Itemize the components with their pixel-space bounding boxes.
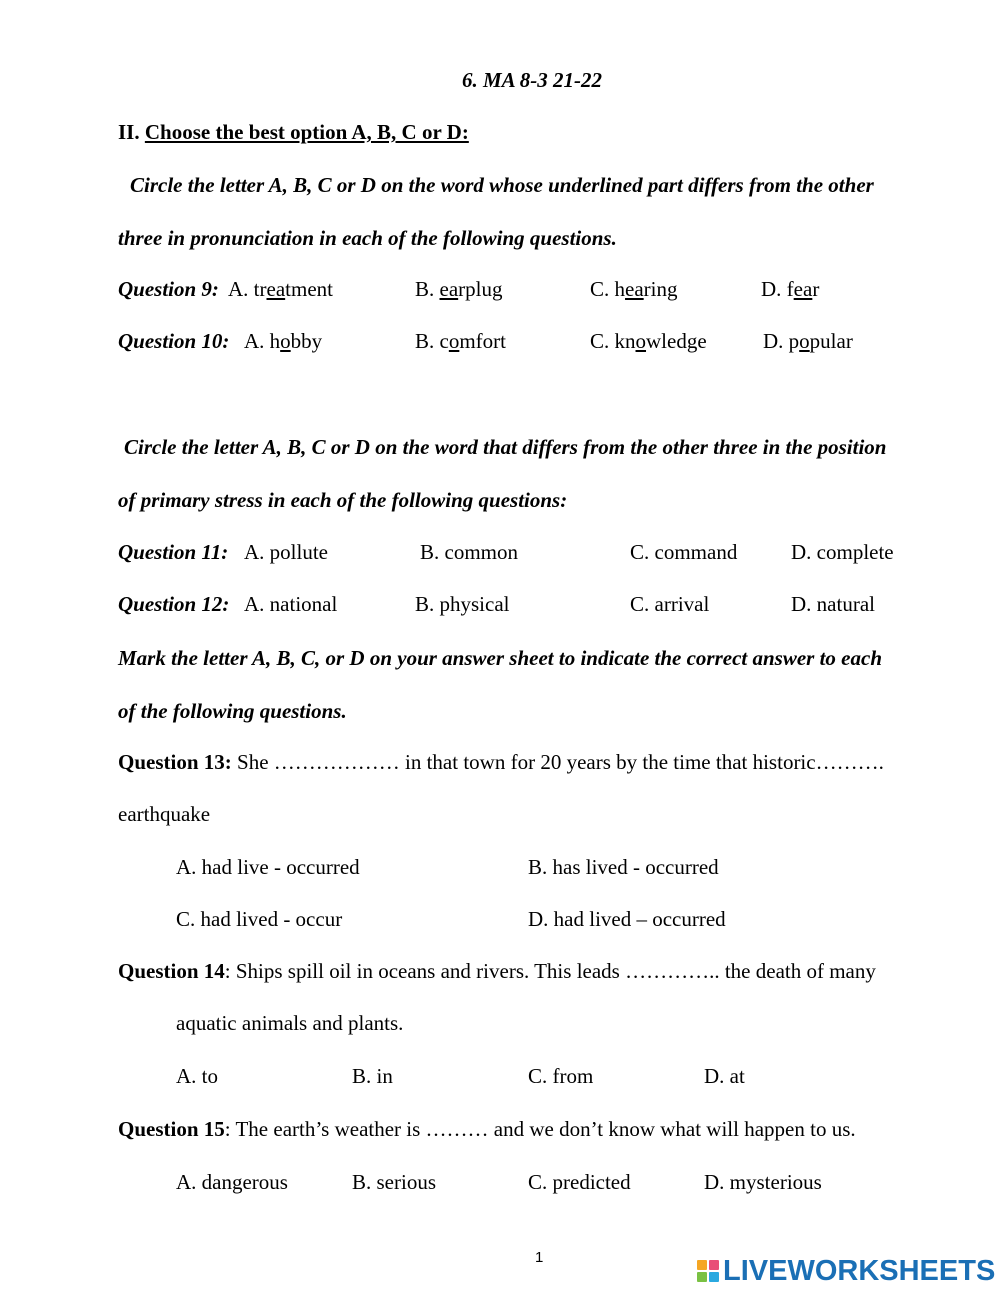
liveworksheets-logo bbox=[697, 1254, 995, 1288]
question-13-label: Question 13: bbox=[118, 750, 232, 774]
mark-instruction-line1: Mark the letter A, B, C, or D on your answer sheet to indicate the correct answer to each bbox=[118, 646, 882, 670]
question-10-option-c[interactable]: C. knowledge bbox=[590, 329, 707, 353]
logo-square-v bbox=[697, 1272, 707, 1282]
mark-instruction-line2: of the following questions. bbox=[118, 699, 347, 723]
question-10-option-d[interactable]: D. popular bbox=[763, 329, 853, 353]
question-12-option-a[interactable]: A. national bbox=[244, 592, 338, 616]
question-9-option-b[interactable]: B. earplug bbox=[415, 277, 503, 301]
stress-instruction-line2: of primary stress in each of the following questions: bbox=[118, 488, 568, 512]
logo-text: LIVEWORKSHEETS bbox=[723, 1254, 996, 1287]
question-13-option-d[interactable]: D. had lived – occurred bbox=[528, 907, 726, 931]
question-14-option-c[interactable]: C. from bbox=[528, 1064, 594, 1088]
question-15-option-b[interactable]: B. serious bbox=[352, 1170, 436, 1194]
question-15-option-d[interactable]: D. mysterious bbox=[704, 1170, 822, 1194]
question-11-option-c[interactable]: C. command bbox=[630, 540, 738, 564]
question-13-option-c[interactable]: C. had lived - occur bbox=[176, 907, 343, 931]
question-10-option-a[interactable]: A. hobby bbox=[244, 329, 323, 353]
question-10-label: Question 10: bbox=[118, 329, 230, 353]
question-14-text: : Ships spill oil in oceans and rivers. This leads ………….. the death of many bbox=[224, 959, 876, 983]
question-10-option-b[interactable]: B. comfort bbox=[415, 329, 506, 353]
question-13-text: She ……………… in that town for 20 years by the time that historic………. bbox=[237, 750, 884, 774]
page-title: 6. MA 8-3 21-22 bbox=[462, 68, 603, 92]
question-12-option-d[interactable]: D. natural bbox=[791, 592, 875, 616]
question-15-option-a[interactable]: A. dangerous bbox=[176, 1170, 288, 1194]
question-9-option-a[interactable]: A. treatment bbox=[228, 277, 333, 301]
logo-square-e bbox=[709, 1272, 719, 1282]
question-9-label: Question 9: bbox=[118, 277, 219, 301]
stress-instruction-line1: Circle the letter A, B, C or D on the word that differs from the other three in the position bbox=[124, 435, 887, 459]
question-11-label: Question 11: bbox=[118, 540, 229, 564]
question-15-option-c[interactable]: C. predicted bbox=[528, 1170, 631, 1194]
section-heading-text: Choose the best option A, B, C or D: bbox=[144, 120, 469, 144]
question-9-option-c[interactable]: C. hearing bbox=[590, 277, 678, 301]
page-number: 1 bbox=[535, 1249, 544, 1266]
question-13-stem-line1 bbox=[118, 749, 884, 775]
question-13-stem-line2: earthquake bbox=[118, 802, 211, 826]
logo-square-l bbox=[697, 1260, 707, 1270]
question-11-option-b[interactable]: B. common bbox=[420, 540, 518, 564]
question-13-option-a[interactable]: A. had live - occurred bbox=[176, 855, 360, 879]
question-14-option-b[interactable]: B. in bbox=[352, 1064, 393, 1088]
question-14-option-d[interactable]: D. at bbox=[704, 1064, 745, 1088]
question-15-label: Question 15 bbox=[118, 1117, 225, 1141]
pronunciation-instruction-line1: Circle the letter A, B, C or D on the word whose underlined part differs from the other bbox=[130, 173, 874, 197]
question-15-stem bbox=[118, 1116, 856, 1142]
question-14-label: Question 14 bbox=[118, 959, 225, 983]
question-14-option-a[interactable]: A. to bbox=[176, 1064, 218, 1088]
logo-square-i bbox=[709, 1260, 719, 1270]
question-14-stem-line2: aquatic animals and plants. bbox=[176, 1011, 404, 1035]
question-13-option-b[interactable]: B. has lived - occurred bbox=[528, 855, 719, 879]
question-12-option-b[interactable]: B. physical bbox=[415, 592, 510, 616]
question-9-option-d[interactable]: D. fear bbox=[761, 277, 820, 301]
pronunciation-instruction-line2: three in pronunciation in each of the following questions. bbox=[118, 226, 617, 250]
question-14-stem-line1 bbox=[118, 958, 876, 984]
section-number: II. bbox=[118, 120, 140, 144]
logo-squares-icon bbox=[697, 1260, 719, 1282]
question-15-text: : The earth’s weather is ……… and we don’t know what will happen to us. bbox=[224, 1117, 856, 1141]
question-12-option-c[interactable]: C. arrival bbox=[630, 592, 710, 616]
question-11-option-d[interactable]: D. complete bbox=[791, 540, 894, 564]
question-11-option-a[interactable]: A. pollute bbox=[244, 540, 328, 564]
section-heading bbox=[118, 119, 469, 145]
question-12-label: Question 12: bbox=[118, 592, 230, 616]
